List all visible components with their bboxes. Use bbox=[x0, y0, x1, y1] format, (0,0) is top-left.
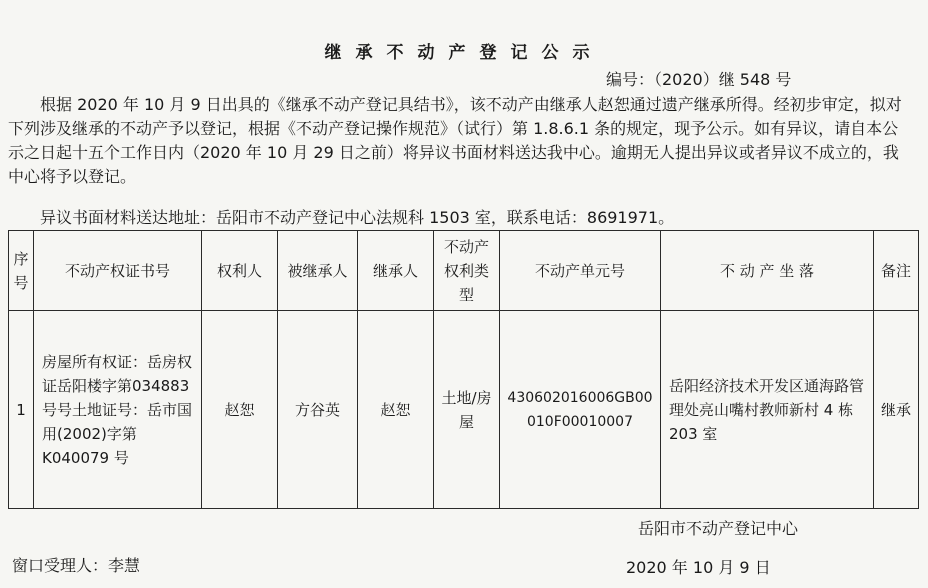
issuer-name: 岳阳市不动产登记中心 bbox=[638, 519, 799, 538]
notice-paragraph: 根据 2020 年 10 月 9 日出具的《继承不动产登记具结书》，该不动产由继承人赵恕通过遗产继承所得。经初步审定，拟对下列涉及继承的不动产予以登记，根据《不动产登记操作规范》（试行）第 1.8.6.1 条的规定，现予公示。如有异议，请自本公示之日起十五个工作日内（2020 年 10 月 29 日之前）将异议书面材料送达我中心。逾期无人提出异议或者异议不成立的，我中心将予以登记。 bbox=[8, 95, 902, 186]
cell-heir: 赵恕 bbox=[358, 311, 434, 509]
window-receiver: 窗口受理人：李慧 bbox=[12, 556, 141, 575]
cell-unit-no: 430602016006GB00010F00010007 bbox=[500, 311, 661, 509]
table-header-row bbox=[9, 231, 919, 311]
cell-cert-no: 房屋所有权证：岳房权证岳阳楼字第034883 号号土地证号：岳市国用(2002)字第 K040079 号 bbox=[34, 311, 202, 509]
table-row bbox=[9, 311, 919, 509]
cell-remark: 继承 bbox=[874, 311, 919, 509]
page-title: 继承不动产登记公示 bbox=[324, 43, 604, 63]
header-remark: 备注 bbox=[874, 231, 919, 311]
cell-location: 岳阳经济技术开发区通海路管理处亮山嘴村教师新村 4 栋 203 室 bbox=[661, 311, 874, 509]
cell-decedent: 方谷英 bbox=[278, 311, 358, 509]
registration-table bbox=[8, 230, 919, 509]
header-owner: 权利人 bbox=[202, 231, 278, 311]
cell-owner: 赵恕 bbox=[202, 311, 278, 509]
objection-address: 异议书面材料送达地址：岳阳市不动产登记中心法规科 1503 室，联系电话：8691971。 bbox=[40, 208, 675, 227]
issue-date: 2020 年 10 月 9 日 bbox=[626, 558, 771, 577]
document-number: 编号：（2020）继 548 号 bbox=[606, 70, 792, 89]
header-seq: 序号 bbox=[9, 231, 34, 311]
cell-seq: 1 bbox=[9, 311, 34, 509]
header-cert-no: 不动产权证书号 bbox=[34, 231, 202, 311]
header-unit-no: 不动产单元号 bbox=[500, 231, 661, 311]
header-right-type: 不动产权利类型 bbox=[434, 231, 500, 311]
cell-right-type: 土地/房屋 bbox=[434, 311, 500, 509]
header-decedent: 被继承人 bbox=[278, 231, 358, 311]
header-heir: 继承人 bbox=[358, 231, 434, 311]
header-location: 不 动 产 坐 落 bbox=[661, 231, 874, 311]
